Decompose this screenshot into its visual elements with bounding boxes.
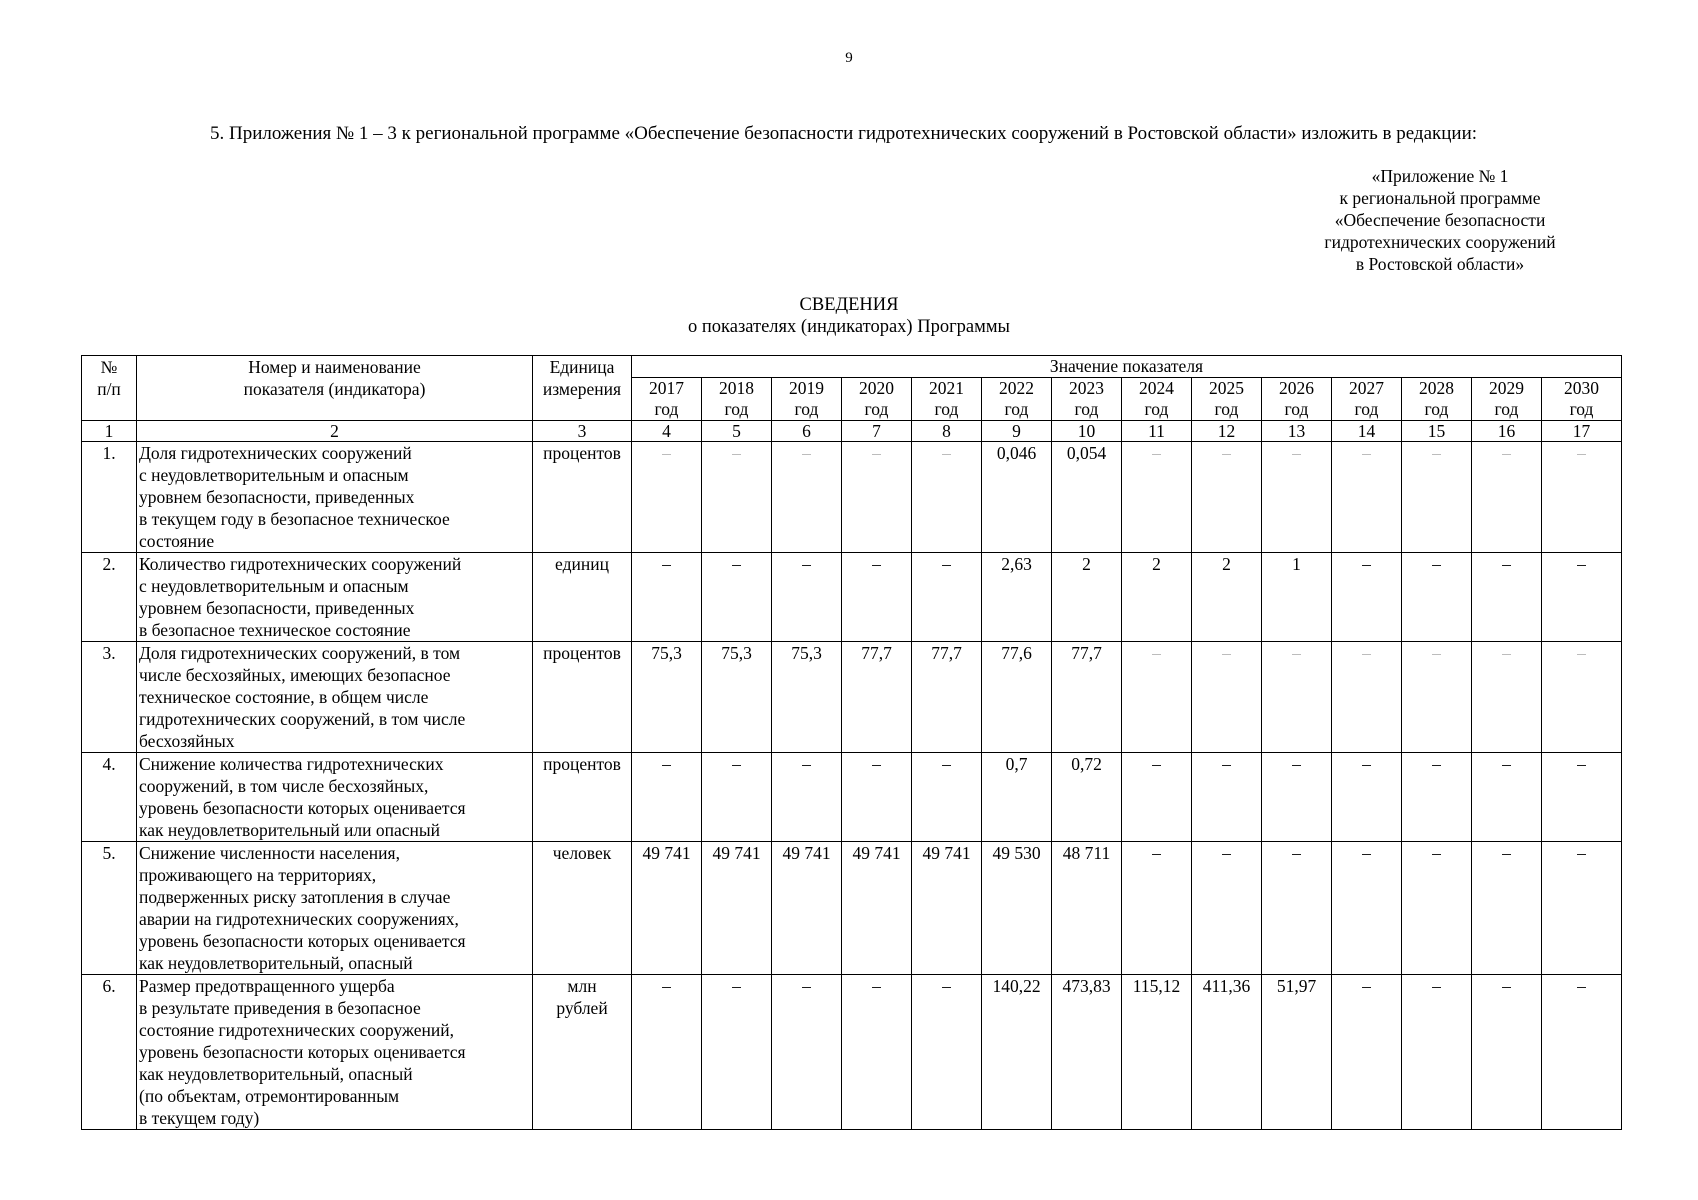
year-suffix: год [1144,399,1169,419]
value-cell: 49 530 [982,842,1052,975]
indicator-name-line: состояние [139,531,215,551]
column-number: 9 [982,421,1052,442]
year-label: 2023 [1069,378,1104,398]
year-suffix: год [794,399,819,419]
appendix-line: гидротехнических сооружений [1324,232,1556,252]
indicator-name-line: проживающего на территориях, [139,865,377,885]
indicator-name-line: техническое состояние, в общем числе [139,687,429,707]
year-label: 2026 [1279,378,1314,398]
table-row [82,442,1622,553]
row-number: 1. [82,442,137,553]
value-cell: 0,054 [1052,442,1122,553]
unit-of-measure [533,753,632,842]
header-value-group: Значение показателя [632,356,1622,378]
indicators-table [81,355,1622,1130]
column-number: 7 [842,421,912,442]
value-cell: – [1332,975,1402,1130]
value-cell: – [842,753,912,842]
value-cell: 2 [1192,553,1262,642]
appendix-line: в Ростовской области» [1355,254,1525,274]
indicator-name-line: гидротехнических сооружений, в том числе [139,709,466,729]
year-suffix: год [1284,399,1309,419]
year-label: 2022 [999,378,1034,398]
value-cell: – [1192,753,1262,842]
appendix-caption [1290,165,1590,275]
value-cell: – [702,975,772,1130]
value-cell: 75,3 [772,642,842,753]
header-year [632,378,702,421]
year-label: 2025 [1209,378,1244,398]
header-unit-line: Единица [549,357,615,377]
indicator-name-line: в безопасное техническое состояние [139,620,411,640]
year-suffix: год [1354,399,1379,419]
header-year [842,378,912,421]
value-cell: 2 [1122,553,1192,642]
value-cell: – [1542,753,1622,842]
value-cell: 77,6 [982,642,1052,753]
header-year [772,378,842,421]
year-suffix: год [934,399,959,419]
year-label: 2017 [649,378,684,398]
value-cell: – [1472,553,1542,642]
column-number: 16 [1472,421,1542,442]
value-cell: 51,97 [1262,975,1332,1130]
indicator-name-line: (по объектам, отремонтированным [139,1086,400,1106]
value-cell: 49 741 [702,842,772,975]
value-cell: – [1542,642,1622,753]
column-number: 6 [772,421,842,442]
unit-line: единиц [555,554,609,574]
value-cell: 0,72 [1052,753,1122,842]
year-suffix: год [1214,399,1239,419]
value-cell: 48 711 [1052,842,1122,975]
indicator-name [137,842,533,975]
indicator-name-line: состояние гидротехнических сооружений, [139,1020,455,1040]
value-cell: – [1332,553,1402,642]
value-cell: – [1472,842,1542,975]
value-cell: – [1262,753,1332,842]
year-suffix: год [864,399,889,419]
column-number: 8 [912,421,982,442]
indicator-name-line: аварии на гидротехнических сооружениях, [139,909,459,929]
header-unit-line: измерения [542,379,622,399]
column-number: 2 [137,421,533,442]
table-row [82,842,1622,975]
year-suffix: год [1074,399,1099,419]
indicator-name [137,753,533,842]
value-cell: – [912,753,982,842]
column-numbers-row [82,421,1622,442]
header-year [1402,378,1472,421]
value-cell: 49 741 [842,842,912,975]
header-year [1542,378,1622,421]
value-cell: 49 741 [912,842,982,975]
indicator-name-line: уровнем безопасности, приведенных [139,487,415,507]
column-number: 17 [1542,421,1622,442]
value-cell: – [1262,842,1332,975]
value-cell: 2,63 [982,553,1052,642]
indicator-name-line: с неудовлетворительным и опасным [139,465,409,485]
row-number: 2. [82,553,137,642]
value-cell: – [1402,753,1472,842]
column-number: 12 [1192,421,1262,442]
value-cell: – [1262,642,1332,753]
column-number: 15 [1402,421,1472,442]
row-number: 6. [82,975,137,1130]
document-title [0,294,1698,338]
value-cell: – [1262,442,1332,553]
year-label: 2018 [719,378,754,398]
value-cell: 75,3 [632,642,702,753]
value-cell: – [912,975,982,1130]
value-cell: – [1192,642,1262,753]
value-cell: – [1542,553,1622,642]
value-cell: – [1122,442,1192,553]
indicator-name-line: Размер предотвращенного ущерба [139,976,395,996]
value-cell: – [632,553,702,642]
value-cell: – [1122,842,1192,975]
header-year [982,378,1052,421]
unit-line: процентов [543,443,621,463]
indicator-name-line: в текущем году) [139,1108,260,1128]
header-year [1332,378,1402,421]
value-cell: – [842,975,912,1130]
column-number: 10 [1052,421,1122,442]
year-suffix: год [654,399,679,419]
value-cell: – [1122,642,1192,753]
value-cell: – [1332,642,1402,753]
page-number: 9 [845,50,853,66]
table-row [82,642,1622,753]
year-label: 2020 [859,378,894,398]
unit-of-measure [533,553,632,642]
value-cell: 473,83 [1052,975,1122,1130]
indicator-name [137,975,533,1130]
indicator-name-line: бесхозяйных [139,731,235,751]
header-year [1472,378,1542,421]
header-year [1122,378,1192,421]
value-cell: – [1402,553,1472,642]
header-num [82,356,137,421]
row-number: 5. [82,842,137,975]
indicator-name [137,642,533,753]
value-cell: 75,3 [702,642,772,753]
header-num-line: п/п [97,379,121,399]
indicator-name-line: уровень безопасности которых оценивается [139,1042,466,1062]
value-cell: – [632,442,702,553]
unit-line: процентов [543,643,621,663]
column-number: 13 [1262,421,1332,442]
unit-line: рублей [556,998,608,1018]
subtitle-line: о показателях (индикаторах) Программы [688,317,1010,337]
year-label: 2028 [1419,378,1454,398]
value-cell: – [702,753,772,842]
value-cell: – [1542,975,1622,1130]
unit-line: процентов [543,754,621,774]
value-cell: – [772,753,842,842]
year-label: 2030 [1564,378,1600,398]
column-number: 14 [1332,421,1402,442]
year-label: 2029 [1489,378,1524,398]
value-cell: – [842,553,912,642]
value-cell: – [1332,753,1402,842]
indicator-name-line: в результате приведения в безопасное [139,998,421,1018]
unit-line: человек [552,843,612,863]
row-number: 3. [82,642,137,753]
value-cell: – [842,442,912,553]
indicator-name-line: уровень безопасности которых оценивается [139,931,466,951]
column-number: 1 [82,421,137,442]
value-cell: 115,12 [1122,975,1192,1130]
indicator-name-line: Снижение количества гидротехнических [139,754,444,774]
value-cell: 1 [1262,553,1332,642]
value-cell: 49 741 [772,842,842,975]
year-suffix: год [1004,399,1029,419]
table-row [82,553,1622,642]
value-cell: 140,22 [982,975,1052,1130]
year-label: 2021 [929,378,964,398]
value-cell: – [772,442,842,553]
value-cell: – [1402,442,1472,553]
appendix-line: «Обеспечение безопасности [1334,210,1546,230]
table-body [82,442,1622,1130]
year-suffix: год [1569,399,1594,419]
unit-of-measure [533,442,632,553]
header-year [1262,378,1332,421]
indicator-name-line: уровнем безопасности, приведенных [139,598,415,618]
indicator-name-line: числе бесхозяйных, имеющих безопасное [139,665,451,685]
year-suffix: год [1424,399,1449,419]
value-cell: – [1542,442,1622,553]
value-cell: – [1402,642,1472,753]
indicator-name-line: как неудовлетворительный, опасный [139,953,413,973]
value-cell: 77,7 [842,642,912,753]
header-name-line: показателя (индикатора) [243,379,426,399]
value-cell: – [702,553,772,642]
unit-of-measure [533,975,632,1130]
column-number: 3 [533,421,632,442]
indicator-name-line: сооружений, в том числе бесхозяйных, [139,776,429,796]
value-cell: – [632,753,702,842]
value-cell: – [1192,442,1262,553]
indicator-name-line: Доля гидротехнических сооружений, в том [139,643,461,663]
value-cell: – [772,553,842,642]
header-year [912,378,982,421]
value-cell: – [1402,842,1472,975]
header-name-line: Номер и наименование [248,357,421,377]
value-cell: – [772,975,842,1130]
indicator-name-line: Снижение численности населения, [139,843,400,863]
header-unit [533,356,632,421]
header-year [1192,378,1262,421]
value-cell: 77,7 [1052,642,1122,753]
header-name [137,356,533,421]
value-cell: – [1332,842,1402,975]
year-label: 2027 [1349,378,1384,398]
column-number: 4 [632,421,702,442]
unit-line: млн [567,976,597,996]
indicator-name-line: подверженных риску затопления в случае [139,887,451,907]
value-cell: 0,7 [982,753,1052,842]
column-number: 11 [1122,421,1192,442]
header-year [1052,378,1122,421]
value-cell: – [1192,842,1262,975]
value-cell: 2 [1052,553,1122,642]
indicator-name-line: Доля гидротехнических сооружений [139,443,412,463]
value-cell: – [912,442,982,553]
value-cell: – [702,442,772,553]
indicator-name-line: с неудовлетворительным и опасным [139,576,409,596]
year-label: 2019 [789,378,824,398]
indicator-name-line: уровень безопасности которых оценивается [139,798,466,818]
header-num-line: № [100,357,118,377]
appendix-line: к региональной программе [1339,188,1541,208]
header-row [82,356,1622,378]
value-cell: – [1472,442,1542,553]
unit-of-measure [533,842,632,975]
unit-of-measure [533,642,632,753]
value-cell: 0,046 [982,442,1052,553]
value-cell: – [912,553,982,642]
year-suffix: год [724,399,749,419]
indicator-name [137,553,533,642]
intro-paragraph: 5. Приложения № 1 – 3 к региональной программе «Обеспечение безопасности гидротехнических сооружений в Ростовской области» изложить в редакции: [210,123,1478,144]
value-cell: – [1472,642,1542,753]
value-cell: – [1122,753,1192,842]
indicator-name-line: как неудовлетворительный, опасный [139,1064,413,1084]
value-cell: 411,36 [1192,975,1262,1130]
year-label: 2024 [1139,378,1174,398]
value-cell: 77,7 [912,642,982,753]
row-number: 4. [82,753,137,842]
table-row [82,975,1622,1130]
header-year [702,378,772,421]
year-suffix: год [1494,399,1519,419]
value-cell: – [1402,975,1472,1130]
value-cell: 49 741 [632,842,702,975]
indicator-name-line: Количество гидротехнических сооружений [139,554,462,574]
indicator-name-line: как неудовлетворительный или опасный [139,820,441,840]
indicator-name [137,442,533,553]
value-cell: – [1472,975,1542,1130]
title-line: СВЕДЕНИЯ [799,295,899,315]
column-number: 5 [702,421,772,442]
value-cell: – [1332,442,1402,553]
value-cell: – [1472,753,1542,842]
value-cell: – [1542,842,1622,975]
indicator-name-line: в текущем году в безопасное техническое [139,509,450,529]
value-cell: – [632,975,702,1130]
appendix-line: «Приложение № 1 [1371,166,1509,186]
table-row [82,753,1622,842]
